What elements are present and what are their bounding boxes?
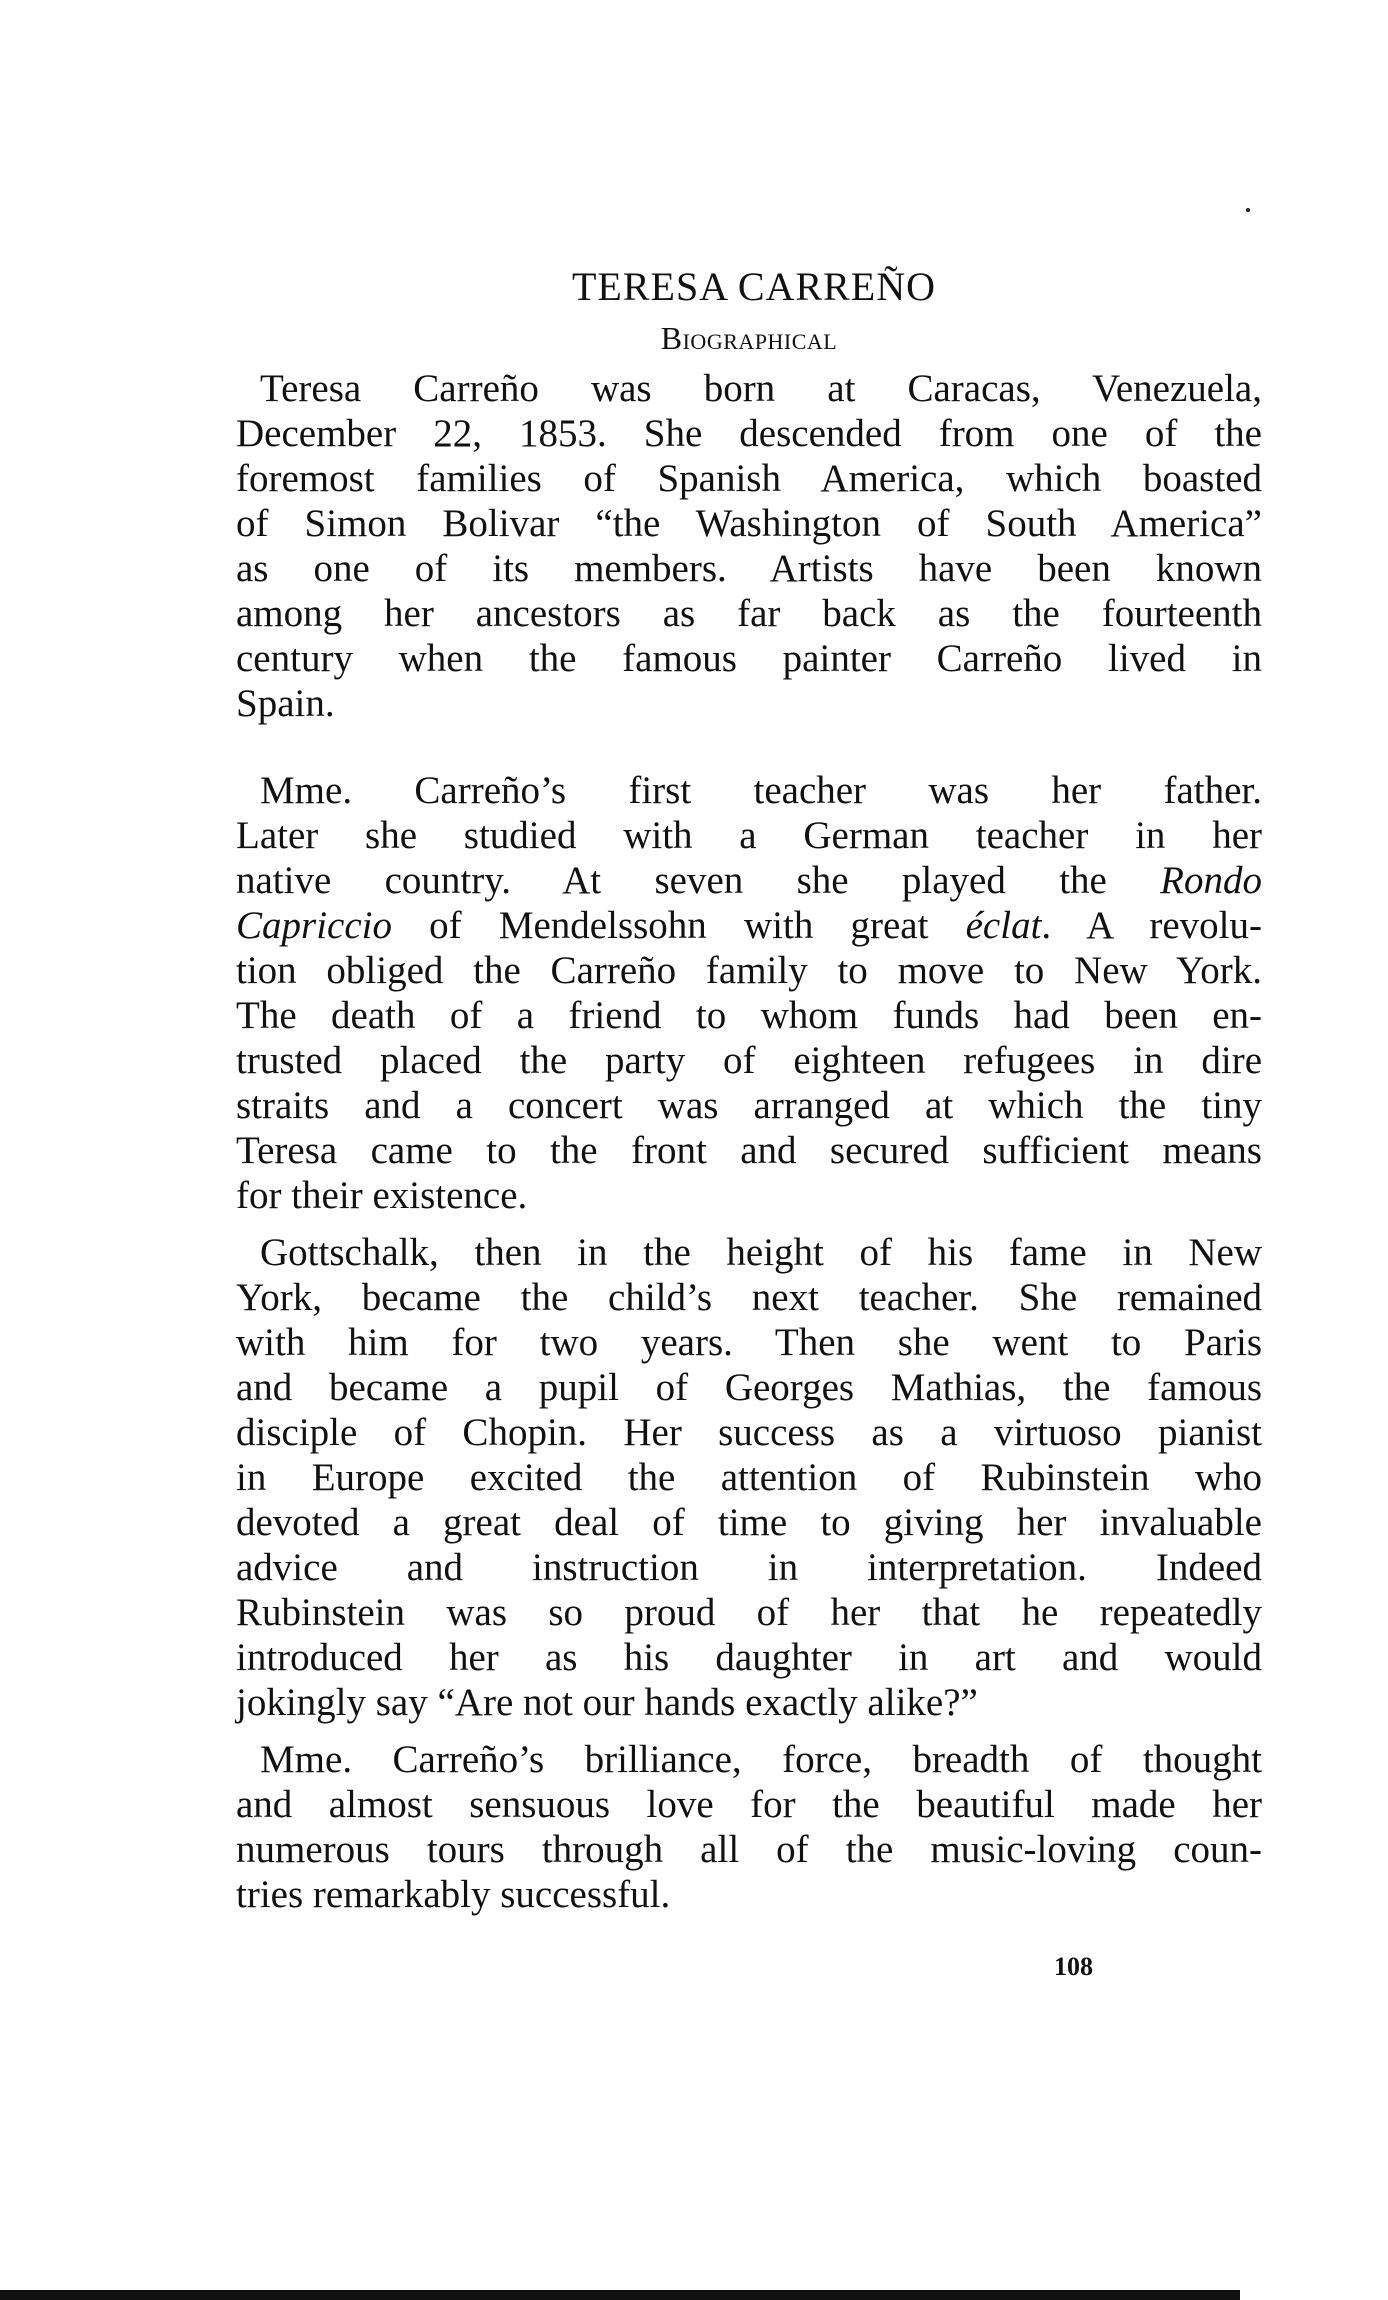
text-line: Rubinstein was so proud of her that he repeatedly xyxy=(236,1591,1262,1634)
text-line: numerous tours through all of the music-loving coun- xyxy=(236,1828,1262,1871)
text-line: trusted placed the party of eighteen refugees in dire xyxy=(236,1039,1262,1082)
text-line: York, became the child’s next teacher. She remained xyxy=(236,1276,1262,1319)
text-line: jokingly say “Are not our hands exactly alike?” xyxy=(236,1681,978,1724)
paragraph-2 xyxy=(236,768,1262,1218)
paragraph-3 xyxy=(236,1230,1262,1725)
text-line: and became a pupil of Georges Mathias, the famous xyxy=(236,1366,1262,1409)
text-line: The death of a friend to whom funds had been en- xyxy=(236,994,1262,1037)
paragraph-4 xyxy=(236,1737,1262,1917)
text-line: introduced her as his daughter in art and would xyxy=(236,1636,1262,1679)
text-line: Teresa came to the front and secured sufficient means xyxy=(236,1129,1262,1172)
text-line: Mme. Carreño’s brilliance, force, breadth of thought xyxy=(260,1738,1262,1781)
text-line: for their existence. xyxy=(236,1174,528,1217)
text-line: Capriccio of Mendelssohn with great éclat. A revolu- xyxy=(236,904,1262,947)
section-heading xyxy=(0,318,1388,358)
text-line: foremost families of Spanish America, which boasted xyxy=(236,457,1262,500)
text-line: of Simon Bolivar “the Washington of South America” xyxy=(236,502,1262,545)
text-line: Mme. Carreño’s first teacher was her father. xyxy=(260,769,1262,812)
text-line: Later she studied with a German teacher in her xyxy=(236,814,1262,857)
subtitle-text: Biographical xyxy=(660,320,838,356)
text-line: in Europe excited the attention of Rubinstein who xyxy=(236,1456,1262,1499)
text-line: century when the famous painter Carreño lived in xyxy=(236,637,1262,680)
print-speck xyxy=(1246,208,1250,212)
text-line: advice and instruction in interpretation. Indeed xyxy=(236,1546,1262,1589)
text-line: as one of its members. Artists have been known xyxy=(236,547,1262,590)
title-text: TERESA CARREÑO xyxy=(571,264,937,309)
text-line: and almost sensuous love for the beautiful made her xyxy=(236,1783,1262,1826)
text-line: with him for two years. Then she went to Paris xyxy=(236,1321,1262,1364)
text-line: tion obliged the Carreño family to move to New York. xyxy=(236,949,1262,992)
text-line: disciple of Chopin. Her success as a virtuoso pianist xyxy=(236,1411,1262,1454)
text-line: Spain. xyxy=(236,682,335,725)
paragraph-1 xyxy=(236,366,1262,726)
text-line: December 22, 1853. She descended from one of the xyxy=(236,412,1262,455)
page-title xyxy=(0,264,1388,310)
text-line: tries remarkably successful. xyxy=(236,1873,671,1916)
page-number: 108 xyxy=(1054,1952,1093,1981)
text-line: native country. At seven she played the Rondo xyxy=(236,859,1262,902)
text-line: straits and a concert was arranged at which the tiny xyxy=(236,1084,1262,1127)
text-line: Gottschalk, then in the height of his fame in New xyxy=(260,1231,1262,1274)
text-line: among her ancestors as far back as the fourteenth xyxy=(236,592,1262,635)
page-edge-rule xyxy=(0,2290,1240,2300)
text-line: devoted a great deal of time to giving her invaluable xyxy=(236,1501,1262,1544)
text-line: Teresa Carreño was born at Caracas, Venezuela, xyxy=(260,367,1262,410)
